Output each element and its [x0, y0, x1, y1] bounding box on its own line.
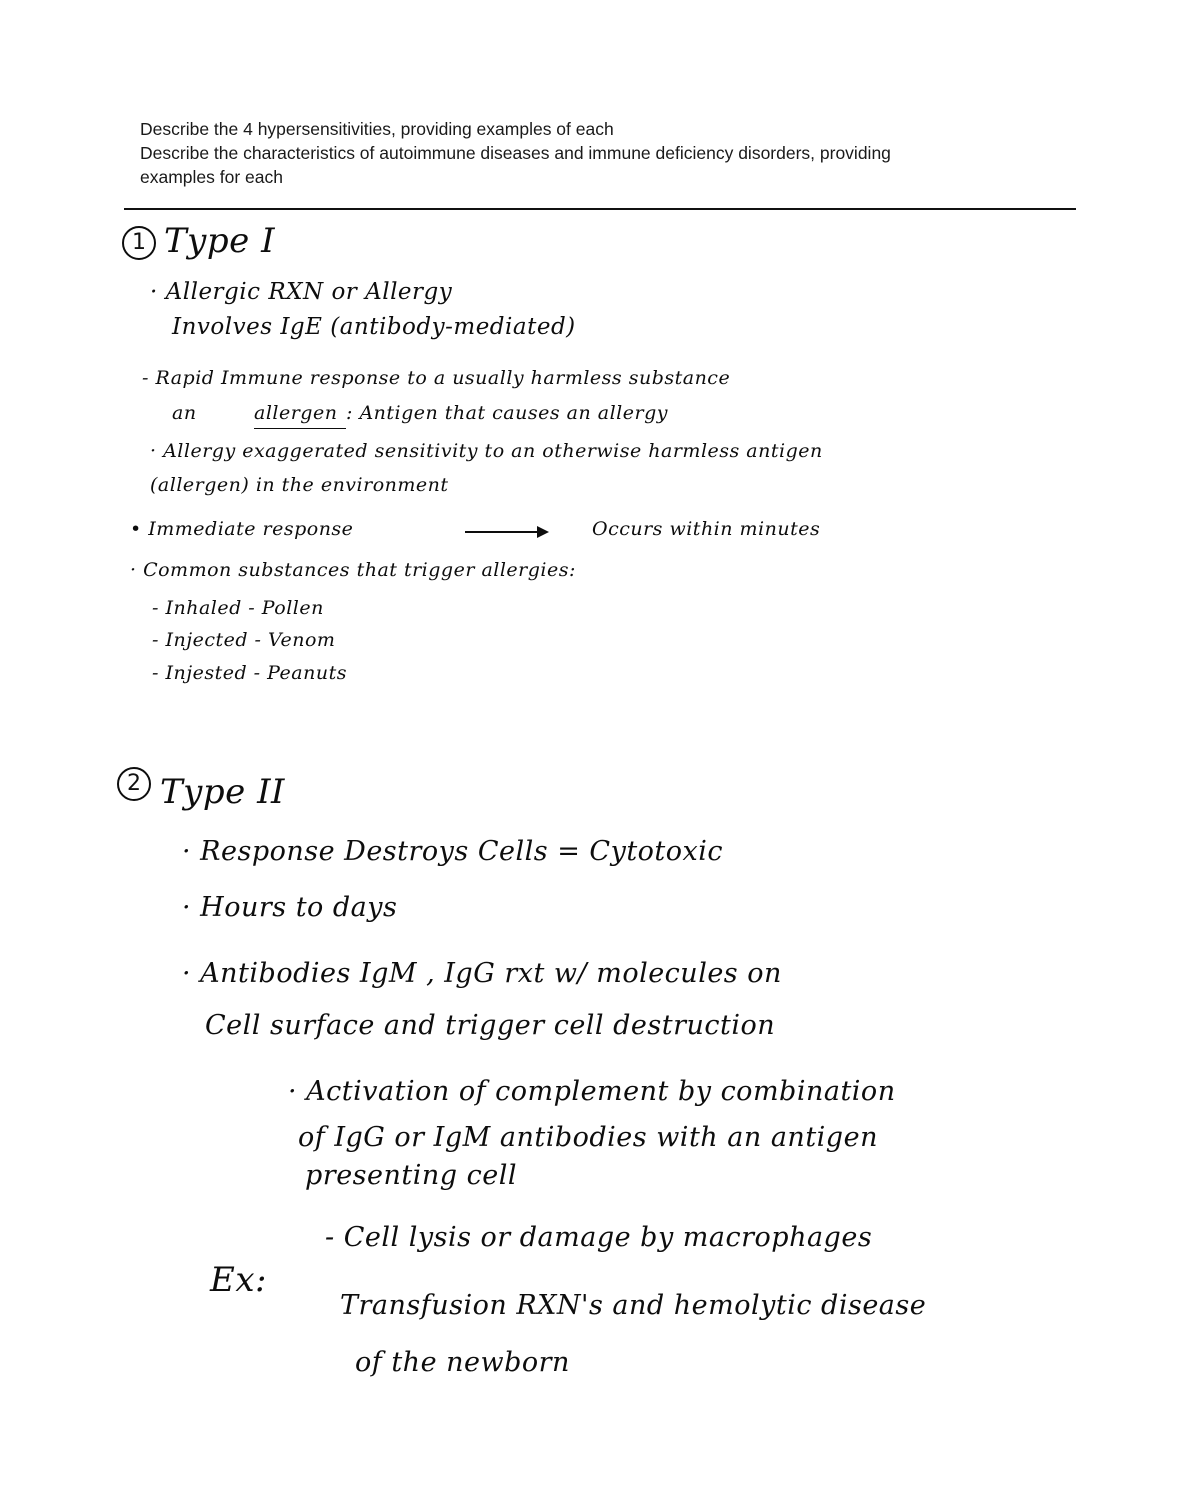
note-line: · Hours to days: [182, 892, 398, 923]
note-line: • Immediate response: [130, 518, 354, 540]
section-number-1: 1: [122, 226, 156, 260]
note-line: · Antibodies IgM , IgG rxt w/ molecules on: [182, 958, 782, 989]
section-number-2: 2: [117, 767, 151, 801]
note-line: · Allergy exaggerated sensitivity to an otherwise harmless antigen: [150, 440, 823, 462]
note-line: · Allergic RXN or Allergy: [150, 279, 453, 305]
note-term-allergen: allergen: [254, 402, 338, 424]
note-line: an: [172, 402, 197, 424]
instruction-line-2: Describe the characteristics of autoimmune diseases and immune deficiency disorders, providing: [140, 143, 891, 163]
note-line: - Injected - Venom: [152, 629, 336, 651]
note-line: Occurs within minutes: [592, 518, 821, 540]
note-line: - Cell lysis or damage by macrophages: [325, 1222, 873, 1253]
note-line: · Activation of complement by combination: [288, 1076, 896, 1107]
note-line: Involves IgE (antibody-mediated): [172, 314, 576, 340]
printed-instructions: [140, 117, 1060, 189]
note-line: presenting cell: [305, 1160, 518, 1191]
arrow-icon: [465, 531, 547, 533]
allergen-underline: [254, 428, 346, 429]
note-line: · Response Destroys Cells = Cytotoxic: [182, 836, 724, 867]
note-line: of the newborn: [355, 1347, 570, 1378]
note-line: - Rapid Immune response to a usually harmless substance: [142, 367, 731, 389]
instruction-line-1: Describe the 4 hypersensitivities, providing examples of each: [140, 119, 614, 139]
note-line: Transfusion RXN's and hemolytic disease: [340, 1290, 927, 1321]
note-line: Cell surface and trigger cell destruction: [205, 1010, 776, 1041]
note-line: (allergen) in the environment: [150, 474, 449, 496]
section-heading-type-1: Type I: [164, 221, 276, 261]
instruction-line-3: examples for each: [140, 167, 283, 187]
horizontal-rule: [124, 208, 1076, 210]
section-heading-type-2: Type II: [160, 772, 285, 812]
note-line: - Injested - Peanuts: [152, 662, 347, 684]
note-line: : Antigen that causes an allergy: [346, 402, 668, 424]
note-line: - Inhaled - Pollen: [152, 597, 324, 619]
note-line: · Common substances that trigger allergies:: [130, 559, 576, 581]
example-label: Ex:: [210, 1260, 267, 1300]
note-line: of IgG or IgM antibodies with an antigen: [298, 1122, 878, 1153]
